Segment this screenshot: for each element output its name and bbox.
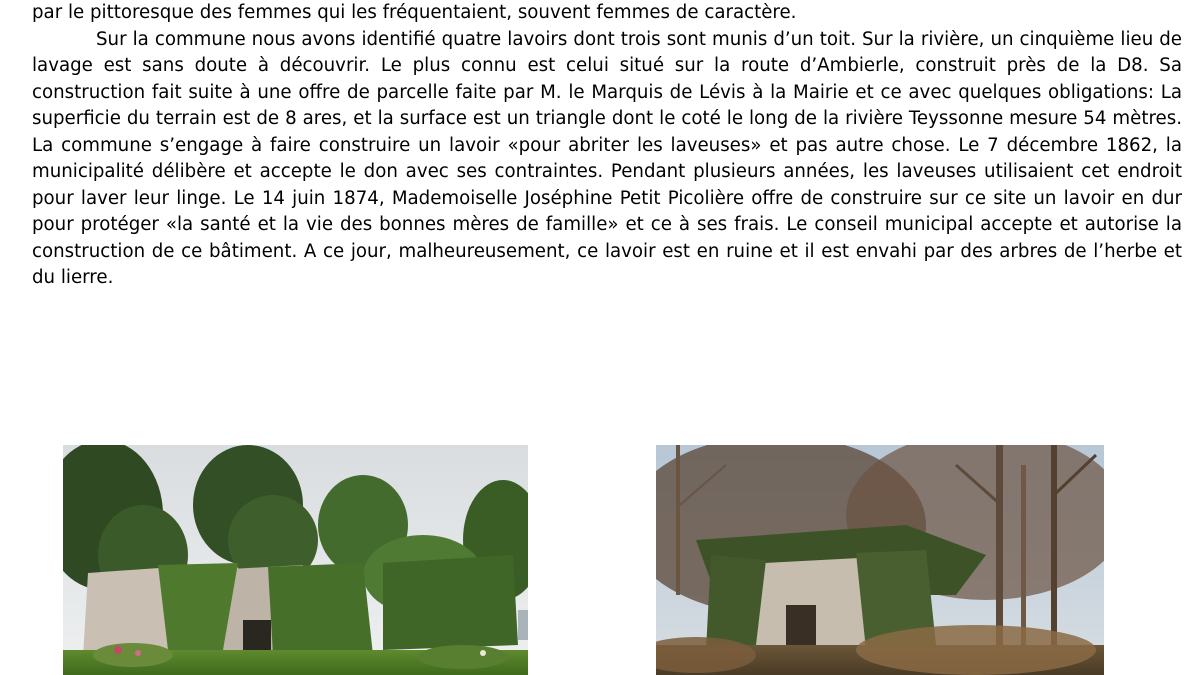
paragraph-lavoirs: Sur la commune nous avons identifié quatre lavoirs dont trois sont munis d’un toit. Sur la rivière, un cinquième lieu de lavage est sans doute à découvrir. Le plus connu est celui situé sur la route d’Ambierle, construit près de la D8. Sa construction fait suite à une offre de parcelle faite par M. le Marquis de Lévis à la Mairie et ce avec quelques obligations: La superficie du terrain est de 8 ares, et la surface est un triangle dont le coté le long de la rivière Teyssonne mesure 54 mètres. La commune s’engage à faire construire un lavoir «pour abriter les laveuses» et pas autre chose. Le 7 décembre 1862, la municipalité délibère et accepte le don avec ses contraintes. Pendant plusieurs années, les laveuses utilisaient cet endroit pour laver leur linge. Le 14 juin 1874, Mademoiselle Joséphine Petit Picolière offre de construire sur ce site un lavoir en dur pour protéger «la santé et la vie des bonnes mères de famille» et ce à ses frais. Le conseil municipal accepte et autorise la construction de ce bâtiment. A ce jour, malheureusement, ce lavoir est en ruine et il est envahi par des arbres de l’herbe et du lierre.: [32, 28, 1182, 288]
paragraph-continuation: par le pittoresque des femmes qui les fréquentaient, souvent femmes de caractère.: [32, 2, 797, 23]
photo-lavoir-winter: [656, 445, 1104, 675]
document-body: [32, 0, 1182, 292]
photo-lavoir-summer: [63, 445, 528, 675]
